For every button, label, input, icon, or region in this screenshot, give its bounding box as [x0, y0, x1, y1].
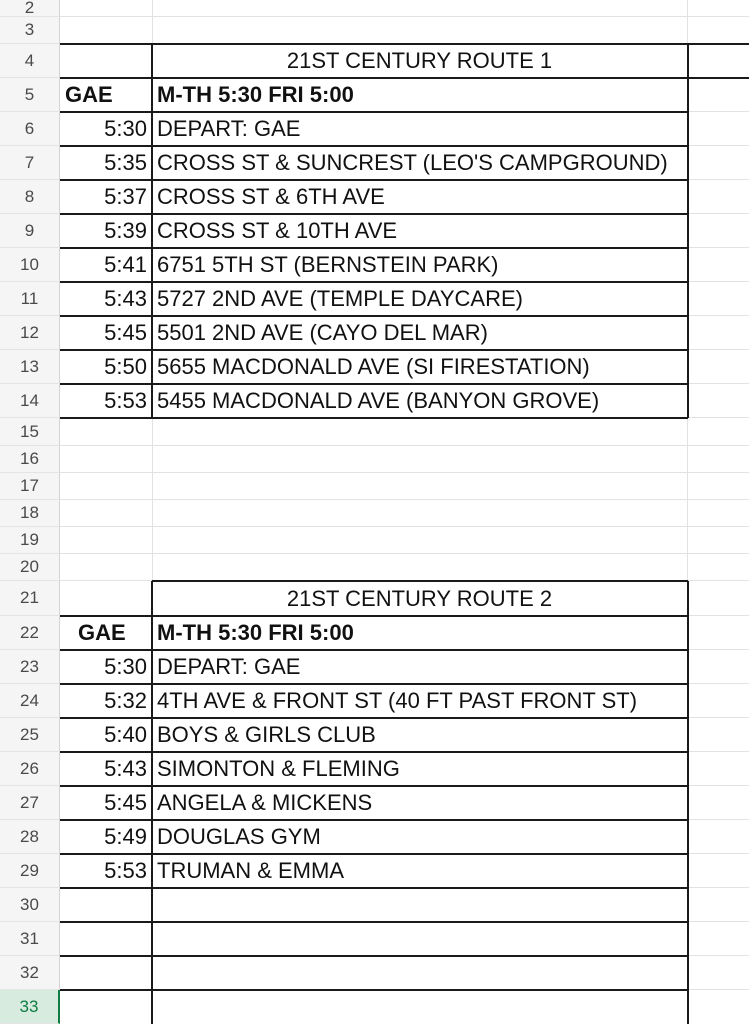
gridline [60, 499, 749, 500]
row-header-31[interactable]: 31 [0, 922, 60, 956]
route2-stop-name[interactable]: DOUGLAS GYM [157, 824, 321, 849]
route1-stop-time[interactable]: 5:50 [104, 354, 147, 379]
route2-stop-time[interactable]: 5:40 [104, 722, 147, 747]
route1-title[interactable]: 21ST CENTURY ROUTE 1 [286, 48, 553, 73]
cell-border [60, 887, 688, 889]
row-header-15[interactable]: 15 [0, 418, 60, 446]
route1-stop-name[interactable]: 5655 MACDONALD AVE (SI FIRESTATION) [157, 354, 590, 379]
row-header-11[interactable]: 11 [0, 282, 60, 316]
route1-stop-time[interactable]: 5:41 [104, 252, 147, 277]
cell-border [60, 649, 688, 651]
cell-border [687, 44, 689, 418]
cell-border [60, 213, 688, 215]
row-header-9[interactable]: 9 [0, 214, 60, 248]
row-header-30[interactable]: 30 [0, 888, 60, 922]
route1-stop-time[interactable]: 5:30 [104, 116, 147, 141]
cell-border [151, 44, 153, 418]
row-header-13[interactable]: 13 [0, 350, 60, 384]
gridline [60, 526, 749, 527]
cell-border [60, 179, 688, 181]
route1-col-a-header[interactable]: GAE [65, 82, 113, 107]
row-header-26[interactable]: 26 [0, 752, 60, 786]
row-header-5[interactable]: 5 [0, 78, 60, 112]
cell-border [60, 751, 688, 753]
row-header-6[interactable]: 6 [0, 112, 60, 146]
cell-border [60, 853, 688, 855]
row-header-22[interactable]: 22 [0, 616, 60, 650]
row-header-32[interactable]: 32 [0, 956, 60, 990]
row-header-2[interactable]: 2 [0, 0, 60, 17]
cell-border [60, 383, 688, 385]
cell-border [60, 785, 688, 787]
route1-stop-time[interactable]: 5:43 [104, 286, 147, 311]
route2-stop-time[interactable]: 5:45 [104, 790, 147, 815]
row-header-3[interactable]: 3 [0, 17, 60, 44]
route1-stop-name[interactable]: CROSS ST & SUNCREST (LEO'S CAMPGROUND) [157, 150, 668, 175]
cell-border [60, 683, 688, 685]
route2-stop-name[interactable]: SIMONTON & FLEMING [157, 756, 400, 781]
route2-stop-name[interactable]: BOYS & GIRLS CLUB [157, 722, 376, 747]
cell-border [60, 615, 688, 617]
route2-col-a-header[interactable]: GAE [78, 620, 126, 645]
route1-stop-name[interactable]: 5501 2ND AVE (CAYO DEL MAR) [157, 320, 488, 345]
route1-stop-name[interactable]: CROSS ST & 10TH AVE [157, 218, 398, 243]
route2-col-b-header[interactable]: M-TH 5:30 FRI 5:00 [157, 620, 354, 645]
route1-stop-time[interactable]: 5:35 [104, 150, 147, 175]
cell-border [60, 315, 688, 317]
row-header-23[interactable]: 23 [0, 650, 60, 684]
cell-border [687, 581, 689, 1024]
cell-border [60, 417, 688, 419]
gridline [60, 16, 749, 17]
route2-stop-name[interactable]: DEPART: GAE [157, 654, 301, 679]
route2-stop-time[interactable]: 5:30 [104, 654, 147, 679]
route2-stop-name[interactable]: ANGELA & MICKENS [157, 790, 373, 815]
cell-border [60, 77, 749, 79]
cell-border [60, 111, 688, 113]
route1-stop-time[interactable]: 5:37 [104, 184, 147, 209]
row-header-19[interactable]: 19 [0, 527, 60, 554]
row-header-33[interactable]: 33 [0, 990, 60, 1024]
row-header-21[interactable]: 21 [0, 581, 60, 616]
row-header-24[interactable]: 24 [0, 684, 60, 718]
row-header-18[interactable]: 18 [0, 500, 60, 527]
cell-border [60, 989, 688, 991]
cell-border [60, 349, 688, 351]
row-header-28[interactable]: 28 [0, 820, 60, 854]
cell-border [60, 145, 688, 147]
row-header-27[interactable]: 27 [0, 786, 60, 820]
gridline [60, 553, 749, 554]
route2-stop-time[interactable]: 5:32 [104, 688, 147, 713]
row-header-14[interactable]: 14 [0, 384, 60, 418]
route1-stop-name[interactable]: 5727 2ND AVE (TEMPLE DAYCARE) [157, 286, 523, 311]
gridline [60, 472, 749, 473]
row-header-20[interactable]: 20 [0, 554, 60, 581]
cell-border [60, 247, 688, 249]
gridline [60, 445, 749, 446]
cell-border [60, 955, 688, 957]
route2-stop-name[interactable]: 4TH AVE & FRONT ST (40 FT PAST FRONT ST) [157, 688, 638, 713]
cell-border [152, 580, 688, 582]
cell-border [60, 43, 749, 45]
route1-stop-name[interactable]: CROSS ST & 6TH AVE [157, 184, 385, 209]
row-header-12[interactable]: 12 [0, 316, 60, 350]
route2-stop-time[interactable]: 5:53 [104, 858, 147, 883]
cell-border [60, 717, 688, 719]
route1-stop-name[interactable]: DEPART: GAE [157, 116, 301, 141]
row-header-4[interactable]: 4 [0, 44, 60, 78]
row-header-7[interactable]: 7 [0, 146, 60, 180]
route2-stop-time[interactable]: 5:43 [104, 756, 147, 781]
row-header-16[interactable]: 16 [0, 446, 60, 473]
cell-border [60, 281, 688, 283]
route1-stop-time[interactable]: 5:45 [104, 320, 147, 345]
row-header-25[interactable]: 25 [0, 718, 60, 752]
route1-stop-time[interactable]: 5:53 [104, 388, 147, 413]
route1-stop-time[interactable]: 5:39 [104, 218, 147, 243]
route2-stop-name[interactable]: TRUMAN & EMMA [157, 858, 344, 883]
row-header-17[interactable]: 17 [0, 473, 60, 500]
row-header-10[interactable]: 10 [0, 248, 60, 282]
cell-border [60, 819, 688, 821]
cell-border [60, 921, 688, 923]
route1-col-b-header[interactable]: M-TH 5:30 FRI 5:00 [157, 82, 354, 107]
route2-title[interactable]: 21ST CENTURY ROUTE 2 [286, 585, 553, 611]
cell-border [151, 581, 153, 1024]
row-header-29[interactable]: 29 [0, 854, 60, 888]
route1-stop-name[interactable]: 6751 5TH ST (BERNSTEIN PARK) [157, 252, 499, 277]
route2-stop-time[interactable]: 5:49 [104, 824, 147, 849]
route1-stop-name[interactable]: 5455 MACDONALD AVE (BANYON GROVE) [157, 388, 600, 413]
row-header-8[interactable]: 8 [0, 180, 60, 214]
